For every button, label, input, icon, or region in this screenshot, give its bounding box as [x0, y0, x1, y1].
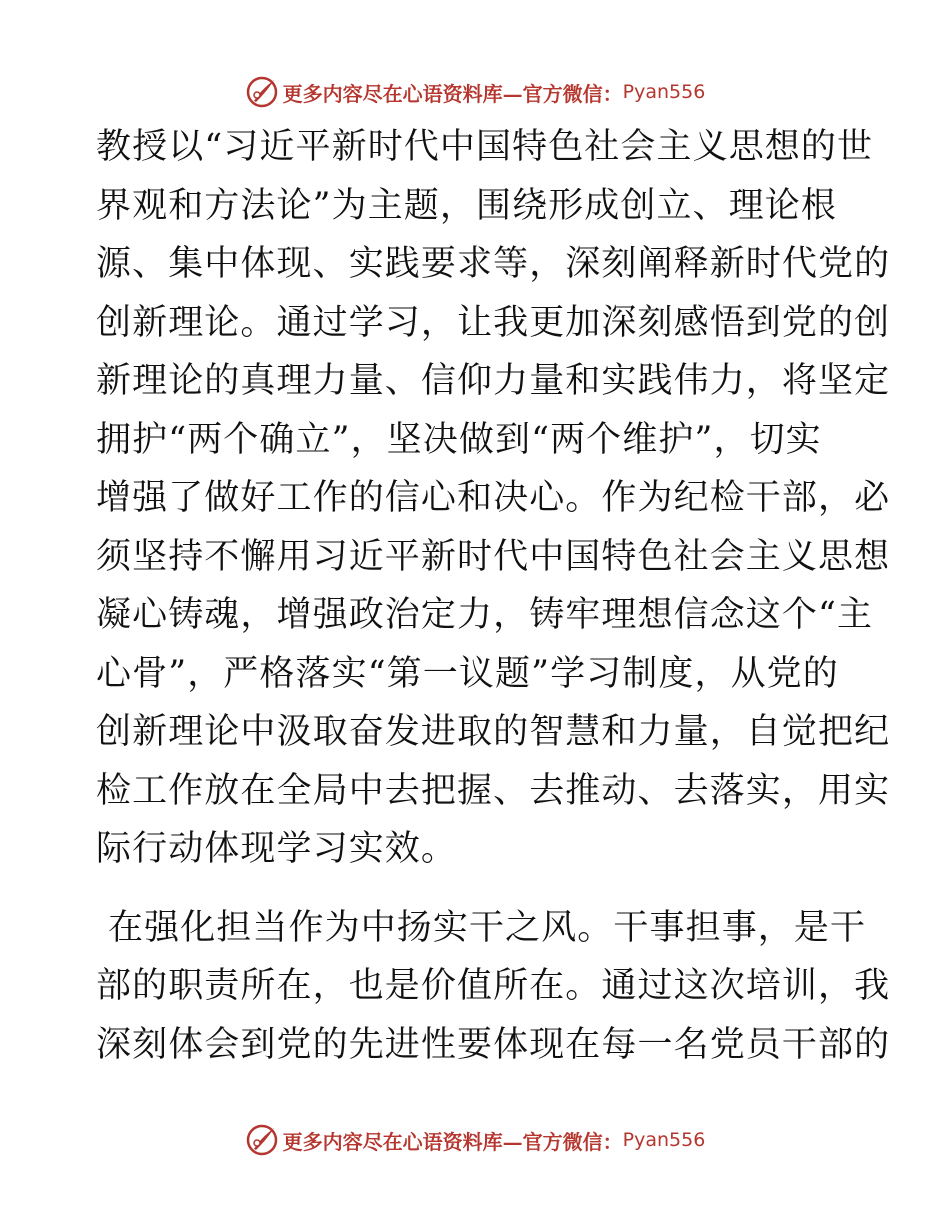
text-line: 部的职责所在，也是价值所在。通过这次培训，我 [96, 966, 891, 1006]
text-line: 须坚持不懈用习近平新时代中国特色社会主义思想 [96, 536, 891, 577]
text-line: 创新理论。通过学习，让我更加深刻感悟到党的创 [96, 302, 891, 343]
paragraph-1 [96, 118, 891, 879]
footer-banner [0, 1120, 950, 1160]
banner-text: 更多内容尽在心语资料库—官方微信： [282, 81, 623, 106]
banner-text: 更多内容尽在心语资料库—官方微信： [282, 1129, 623, 1154]
text-line: 界观和方法论”为主题，围绕形成创立、理论根 [96, 185, 837, 226]
text-line: 教授以“习近平新时代中国特色社会主义思想的世 [96, 127, 874, 167]
text-line: 深刻体会到党的先进性要体现在每一名党员干部的 [96, 1024, 891, 1065]
paragraph-gap [96, 879, 866, 899]
text-line: 增强了做好工作的信心和决心。作为纪检干部，必 [96, 478, 891, 518]
text-line: 心骨”，严格落实“第一议题”学习制度，从党的 [96, 653, 839, 694]
document-body [96, 118, 891, 1074]
text-line: 新理论的真理力量、信仰力量和实践伟力，将坚定 [96, 361, 891, 401]
paragraph-2 [96, 899, 891, 1075]
text-line: 源、集中体现、实践要求等，深刻阐释新时代党的 [96, 244, 891, 284]
quill-pen-logo-icon [245, 1123, 279, 1157]
banner-contact: Pyan556 [622, 81, 706, 103]
banner-contact: Pyan556 [622, 1129, 706, 1151]
text-line: 检工作放在全局中去把握、去推动、去落实，用实 [96, 770, 891, 811]
quill-pen-logo-icon [245, 75, 279, 109]
text-line: 拥护“两个确立”，坚决做到“两个维护”，切实 [96, 419, 822, 460]
text-line: 在强化担当作为中扬实干之风。干事担事，是干 [108, 907, 867, 948]
text-line: 创新理论中汲取奋发进取的智慧和力量，自觉把纪 [96, 712, 891, 752]
text-line: 凝心铸魂，增强政治定力，铸牢理想信念这个“主 [96, 595, 874, 635]
text-line: 际行动体现学习实效。 [96, 829, 458, 869]
header-banner [0, 72, 950, 112]
